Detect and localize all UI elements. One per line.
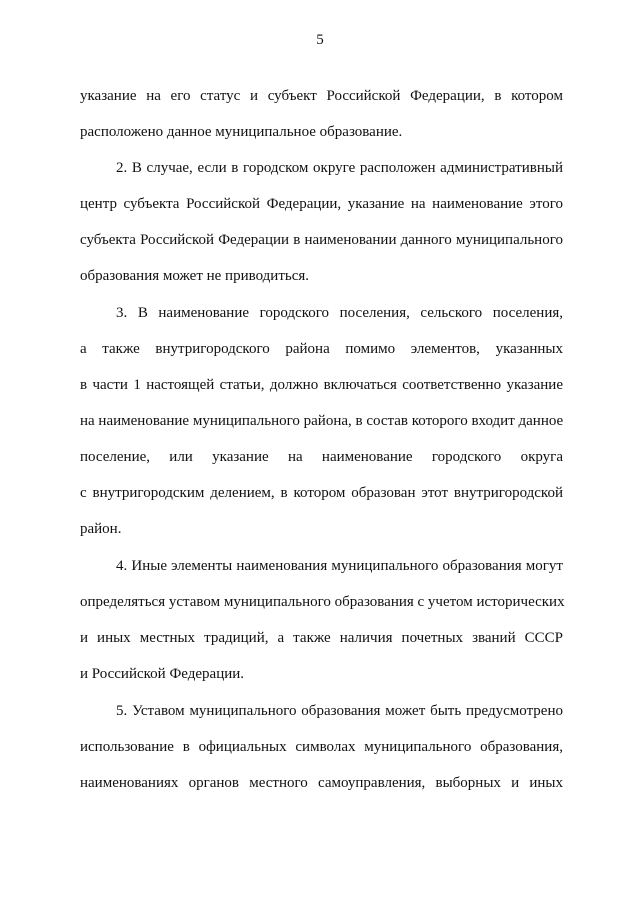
text-line: наименованиях органов местного самоуправления, выборных и иных: [80, 775, 563, 791]
text-line: и Российской Федерации.: [80, 666, 245, 682]
text-line: поселение, или указание на наименование городского округа: [80, 449, 563, 465]
text-line: 4. Иные элементы наименования муниципального образования могут: [116, 558, 563, 574]
text-line: на наименование муниципального района, в состав которого входит данное: [80, 413, 564, 429]
text-line: с внутригородским делением, в котором образован этот внутригородской: [80, 485, 563, 501]
text-line: 5. Уставом муниципального образования может быть предусмотрено: [116, 703, 563, 719]
text-line: указание на его статус и субъект Российской Федерации, в котором: [80, 88, 563, 104]
page-number: 5: [316, 32, 324, 48]
text-line: использование в официальных символах муниципального образования,: [80, 739, 563, 755]
text-line: 3. В наименование городского поселения, сельского поселения,: [116, 305, 563, 321]
text-line: район.: [80, 521, 122, 537]
text-line: 2. В случае, если в городском округе расположен административный: [116, 160, 563, 176]
text-line: а также внутригородского района помимо элементов, указанных: [80, 341, 563, 357]
text-line: образования может не приводиться.: [80, 268, 310, 284]
text-line: и иных местных традиций, а также наличия почетных званий СССР: [80, 630, 563, 646]
text-line: определяться уставом муниципального образования с учетом исторических: [80, 594, 565, 610]
text-line: расположено данное муниципальное образование.: [80, 124, 403, 140]
text-line: в части 1 настоящей статьи, должно включаться соответственно указание: [80, 377, 563, 393]
text-line: центр субъекта Российской Федерации, указание на наименование этого: [80, 196, 563, 212]
text-line: субъекта Российской Федерации в наименовании данного муниципального: [80, 232, 563, 248]
